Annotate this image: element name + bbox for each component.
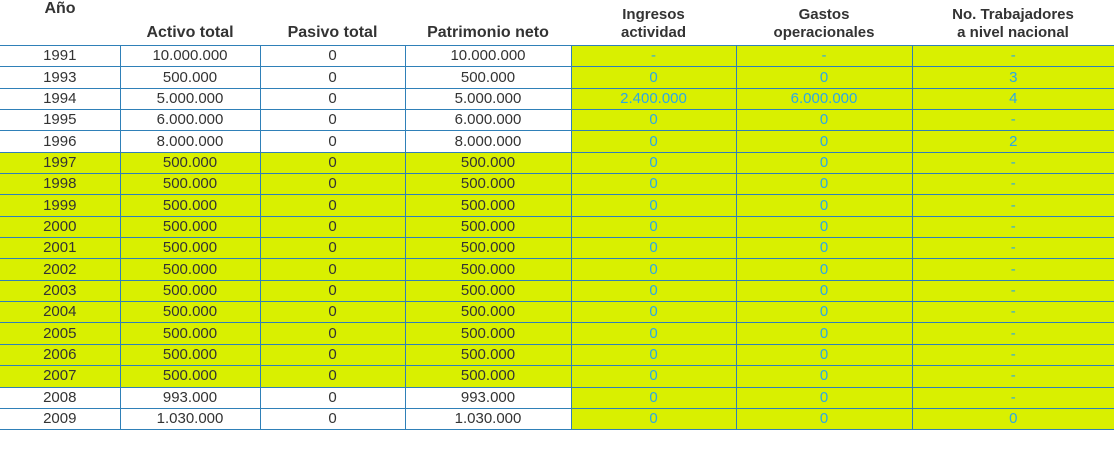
cell-activo-total: 500.000	[120, 174, 260, 195]
cell-trabajadores: -	[912, 216, 1114, 237]
table-row	[0, 387, 1114, 408]
cell-pasivo-total: 0	[260, 408, 405, 429]
table-row	[0, 280, 1114, 301]
cell-activo-total: 500.000	[120, 152, 260, 173]
cell-ingresos-actividad: 0	[571, 67, 736, 88]
cell-trabajadores: -	[912, 46, 1114, 67]
header-row	[0, 0, 1114, 46]
header-ingresos-line2: actividad	[620, 24, 687, 41]
cell-pasivo-total: 0	[260, 131, 405, 152]
header-trabajadores	[912, 0, 1114, 46]
cell-year: 2002	[0, 259, 120, 280]
cell-activo-total: 500.000	[120, 323, 260, 344]
cell-patrimonio-neto: 500.000	[405, 216, 571, 237]
header-trabajadores-line2: a nivel nacional	[957, 24, 1069, 41]
cell-trabajadores: -	[912, 152, 1114, 173]
cell-gastos-operacionales: 0	[736, 387, 912, 408]
cell-year: 2000	[0, 216, 120, 237]
cell-ingresos-actividad: 0	[571, 238, 736, 259]
cell-year: 2003	[0, 280, 120, 301]
cell-pasivo-total: 0	[260, 110, 405, 131]
cell-year: 2001	[0, 238, 120, 259]
cell-gastos-operacionales: 0	[736, 259, 912, 280]
cell-pasivo-total: 0	[260, 344, 405, 365]
table-row	[0, 174, 1114, 195]
cell-patrimonio-neto: 500.000	[405, 280, 571, 301]
table-body	[0, 46, 1114, 430]
cell-trabajadores: -	[912, 323, 1114, 344]
cell-pasivo-total: 0	[260, 366, 405, 387]
cell-patrimonio-neto: 5.000.000	[405, 88, 571, 109]
cell-gastos-operacionales: 0	[736, 67, 912, 88]
cell-ingresos-actividad: 0	[571, 195, 736, 216]
cell-gastos-operacionales: 0	[736, 323, 912, 344]
table-row	[0, 344, 1114, 365]
cell-gastos-operacionales: 0	[736, 366, 912, 387]
header-year: Año	[0, 0, 120, 46]
cell-trabajadores: -	[912, 110, 1114, 131]
cell-patrimonio-neto: 500.000	[405, 152, 571, 173]
cell-trabajadores: -	[912, 174, 1114, 195]
cell-pasivo-total: 0	[260, 323, 405, 344]
cell-year: 2005	[0, 323, 120, 344]
cell-pasivo-total: 0	[260, 174, 405, 195]
cell-ingresos-actividad: 0	[571, 131, 736, 152]
cell-activo-total: 500.000	[120, 302, 260, 323]
cell-patrimonio-neto: 500.000	[405, 302, 571, 323]
table-row	[0, 67, 1114, 88]
cell-trabajadores: -	[912, 195, 1114, 216]
cell-ingresos-actividad: 0	[571, 302, 736, 323]
cell-patrimonio-neto: 1.030.000	[405, 408, 571, 429]
table-row	[0, 152, 1114, 173]
cell-trabajadores: -	[912, 280, 1114, 301]
cell-trabajadores: -	[912, 238, 1114, 259]
cell-activo-total: 500.000	[120, 216, 260, 237]
table-row	[0, 259, 1114, 280]
table-row	[0, 408, 1114, 429]
cell-gastos-operacionales: -	[736, 46, 912, 67]
cell-pasivo-total: 0	[260, 280, 405, 301]
cell-pasivo-total: 0	[260, 259, 405, 280]
table-row	[0, 195, 1114, 216]
cell-year: 1997	[0, 152, 120, 173]
cell-activo-total: 500.000	[120, 195, 260, 216]
cell-activo-total: 500.000	[120, 259, 260, 280]
cell-gastos-operacionales: 0	[736, 344, 912, 365]
cell-trabajadores: 0	[912, 408, 1114, 429]
cell-trabajadores: -	[912, 259, 1114, 280]
cell-ingresos-actividad: 0	[571, 152, 736, 173]
cell-activo-total: 500.000	[120, 67, 260, 88]
cell-ingresos-actividad: 0	[571, 216, 736, 237]
cell-year: 2007	[0, 366, 120, 387]
table-row	[0, 366, 1114, 387]
cell-gastos-operacionales: 0	[736, 238, 912, 259]
cell-activo-total: 500.000	[120, 280, 260, 301]
cell-gastos-operacionales: 0	[736, 195, 912, 216]
cell-patrimonio-neto: 8.000.000	[405, 131, 571, 152]
cell-year: 1995	[0, 110, 120, 131]
cell-patrimonio-neto: 500.000	[405, 323, 571, 344]
cell-trabajadores: 4	[912, 88, 1114, 109]
cell-patrimonio-neto: 500.000	[405, 174, 571, 195]
cell-year: 1999	[0, 195, 120, 216]
table-row	[0, 46, 1114, 67]
cell-ingresos-actividad: 0	[571, 344, 736, 365]
cell-ingresos-actividad: -	[571, 46, 736, 67]
cell-pasivo-total: 0	[260, 67, 405, 88]
cell-year: 2009	[0, 408, 120, 429]
cell-patrimonio-neto: 6.000.000	[405, 110, 571, 131]
cell-pasivo-total: 0	[260, 152, 405, 173]
cell-ingresos-actividad: 0	[571, 259, 736, 280]
cell-patrimonio-neto: 10.000.000	[405, 46, 571, 67]
cell-ingresos-actividad: 0	[571, 280, 736, 301]
cell-activo-total: 10.000.000	[120, 46, 260, 67]
cell-patrimonio-neto: 500.000	[405, 366, 571, 387]
cell-gastos-operacionales: 0	[736, 110, 912, 131]
cell-gastos-operacionales: 0	[736, 216, 912, 237]
table-row	[0, 323, 1114, 344]
cell-ingresos-actividad: 0	[571, 387, 736, 408]
table-row	[0, 238, 1114, 259]
cell-trabajadores: 2	[912, 131, 1114, 152]
cell-trabajadores: -	[912, 302, 1114, 323]
cell-year: 1996	[0, 131, 120, 152]
header-patrimonio-neto: Patrimonio neto	[405, 0, 571, 46]
cell-pasivo-total: 0	[260, 387, 405, 408]
cell-gastos-operacionales: 0	[736, 174, 912, 195]
header-trabajadores-line1: No. Trabajadores	[952, 6, 1074, 23]
cell-pasivo-total: 0	[260, 46, 405, 67]
cell-year: 2006	[0, 344, 120, 365]
cell-activo-total: 500.000	[120, 238, 260, 259]
header-pasivo-total: Pasivo total	[260, 0, 405, 46]
cell-trabajadores: -	[912, 366, 1114, 387]
cell-activo-total: 500.000	[120, 344, 260, 365]
cell-patrimonio-neto: 500.000	[405, 259, 571, 280]
cell-ingresos-actividad: 0	[571, 110, 736, 131]
table-row	[0, 110, 1114, 131]
cell-ingresos-actividad: 0	[571, 408, 736, 429]
cell-pasivo-total: 0	[260, 195, 405, 216]
table-row	[0, 216, 1114, 237]
cell-activo-total: 1.030.000	[120, 408, 260, 429]
cell-gastos-operacionales: 0	[736, 152, 912, 173]
cell-trabajadores: -	[912, 387, 1114, 408]
cell-year: 2008	[0, 387, 120, 408]
cell-patrimonio-neto: 500.000	[405, 344, 571, 365]
cell-pasivo-total: 0	[260, 88, 405, 109]
cell-activo-total: 5.000.000	[120, 88, 260, 109]
cell-trabajadores: -	[912, 344, 1114, 365]
cell-gastos-operacionales: 0	[736, 408, 912, 429]
header-gastos-operacionales	[736, 0, 912, 46]
cell-pasivo-total: 0	[260, 302, 405, 323]
table-row	[0, 131, 1114, 152]
header-ingresos-line1: Ingresos	[622, 6, 685, 23]
cell-ingresos-actividad: 0	[571, 174, 736, 195]
header-gastos-line1: Gastos	[798, 6, 850, 23]
header-activo-total: Activo total	[120, 0, 260, 46]
cell-trabajadores: 3	[912, 67, 1114, 88]
cell-activo-total: 993.000	[120, 387, 260, 408]
table-row	[0, 88, 1114, 109]
cell-year: 1993	[0, 67, 120, 88]
cell-pasivo-total: 0	[260, 216, 405, 237]
cell-ingresos-actividad: 0	[571, 323, 736, 344]
cell-patrimonio-neto: 500.000	[405, 238, 571, 259]
cell-year: 1991	[0, 46, 120, 67]
cell-gastos-operacionales: 0	[736, 302, 912, 323]
cell-year: 2004	[0, 302, 120, 323]
cell-gastos-operacionales: 0	[736, 280, 912, 301]
table-row	[0, 302, 1114, 323]
cell-activo-total: 8.000.000	[120, 131, 260, 152]
cell-pasivo-total: 0	[260, 238, 405, 259]
cell-ingresos-actividad: 2.400.000	[571, 88, 736, 109]
cell-patrimonio-neto: 500.000	[405, 67, 571, 88]
cell-year: 1998	[0, 174, 120, 195]
cell-patrimonio-neto: 993.000	[405, 387, 571, 408]
cell-year: 1994	[0, 88, 120, 109]
header-gastos-line2: operacionales	[773, 24, 875, 41]
header-ingresos-actividad	[571, 0, 736, 46]
cell-activo-total: 6.000.000	[120, 110, 260, 131]
cell-ingresos-actividad: 0	[571, 366, 736, 387]
cell-patrimonio-neto: 500.000	[405, 195, 571, 216]
cell-gastos-operacionales: 6.000.000	[736, 88, 912, 109]
cell-activo-total: 500.000	[120, 366, 260, 387]
cell-gastos-operacionales: 0	[736, 131, 912, 152]
